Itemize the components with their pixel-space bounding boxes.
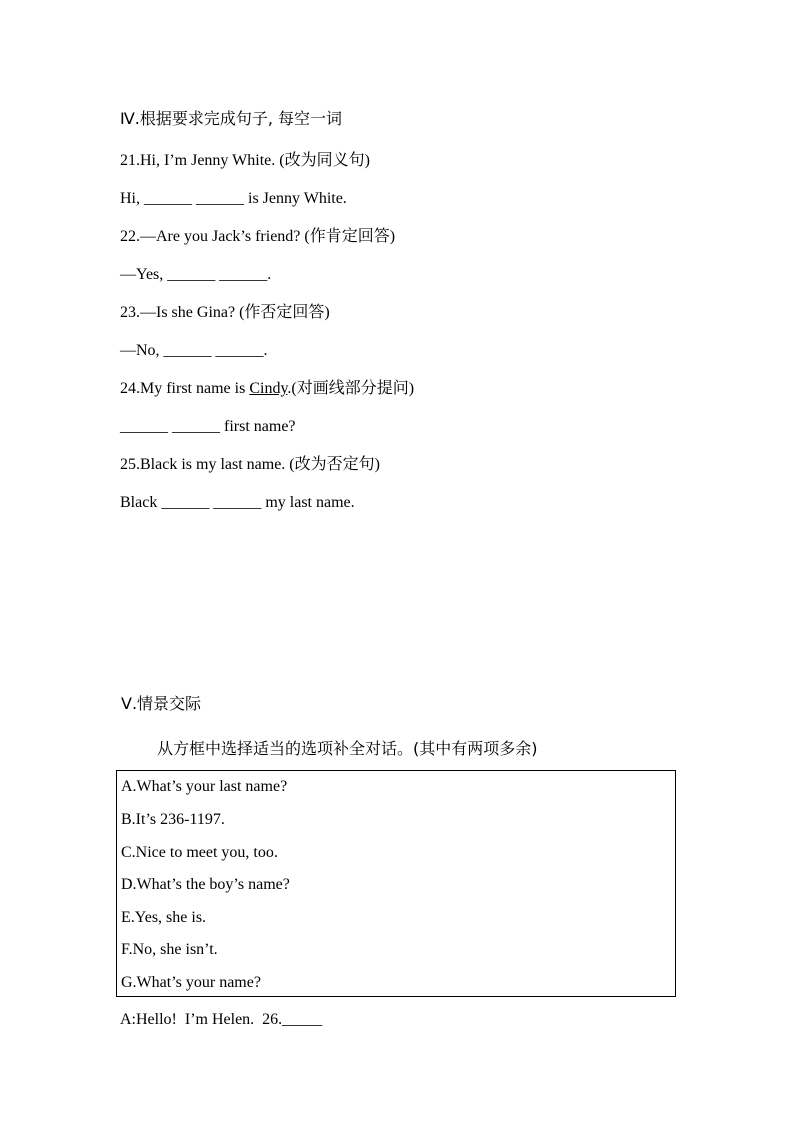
question-24: [120, 379, 414, 399]
question-25: 25.Black is my last name. (改为否定句): [120, 456, 380, 473]
option-e: E.Yes, she is.: [121, 909, 207, 926]
answer-25: Black ______ ______ my last name.: [120, 494, 355, 511]
question-24-suffix: .(对画线部分提问): [287, 380, 415, 397]
question-23: 23.—Is she Gina? (作否定回答): [120, 304, 330, 321]
option-d: D.What’s the boy’s name?: [121, 876, 290, 893]
question-21: 21.Hi, I’m Jenny White. (改为同义句): [120, 152, 370, 169]
answer-22: —Yes, ______ ______.: [120, 266, 272, 283]
options-box: [116, 770, 676, 997]
answer-24: ______ ______ first name?: [120, 418, 296, 435]
question-24-prefix: 24.My first name is: [120, 380, 250, 397]
section-5-heading: Ⅴ.情景交际: [121, 694, 202, 713]
option-c: C.Nice to meet you, too.: [121, 844, 278, 861]
option-g: G.What’s your name?: [121, 974, 261, 991]
answer-23: —No, ______ ______.: [120, 342, 268, 359]
answer-21: Hi, ______ ______ is Jenny White.: [120, 190, 347, 207]
section-4-heading: Ⅳ.根据要求完成句子, 每空一词: [120, 109, 343, 128]
question-24-underlined-word: Cindy: [249, 380, 288, 397]
question-22: 22.—Are you Jack’s friend? (作肯定回答): [120, 228, 396, 245]
option-a: A.What’s your last name?: [121, 778, 288, 795]
option-b: B.It’s 236-1197.: [121, 811, 225, 828]
section-5-instruction: 从方框中选择适当的选项补全对话。(其中有两项多余): [157, 739, 538, 758]
dialogue-line-1: A:Hello! I’m Helen. 26._____: [120, 1011, 323, 1028]
option-f: F.No, she isn’t.: [121, 941, 218, 958]
